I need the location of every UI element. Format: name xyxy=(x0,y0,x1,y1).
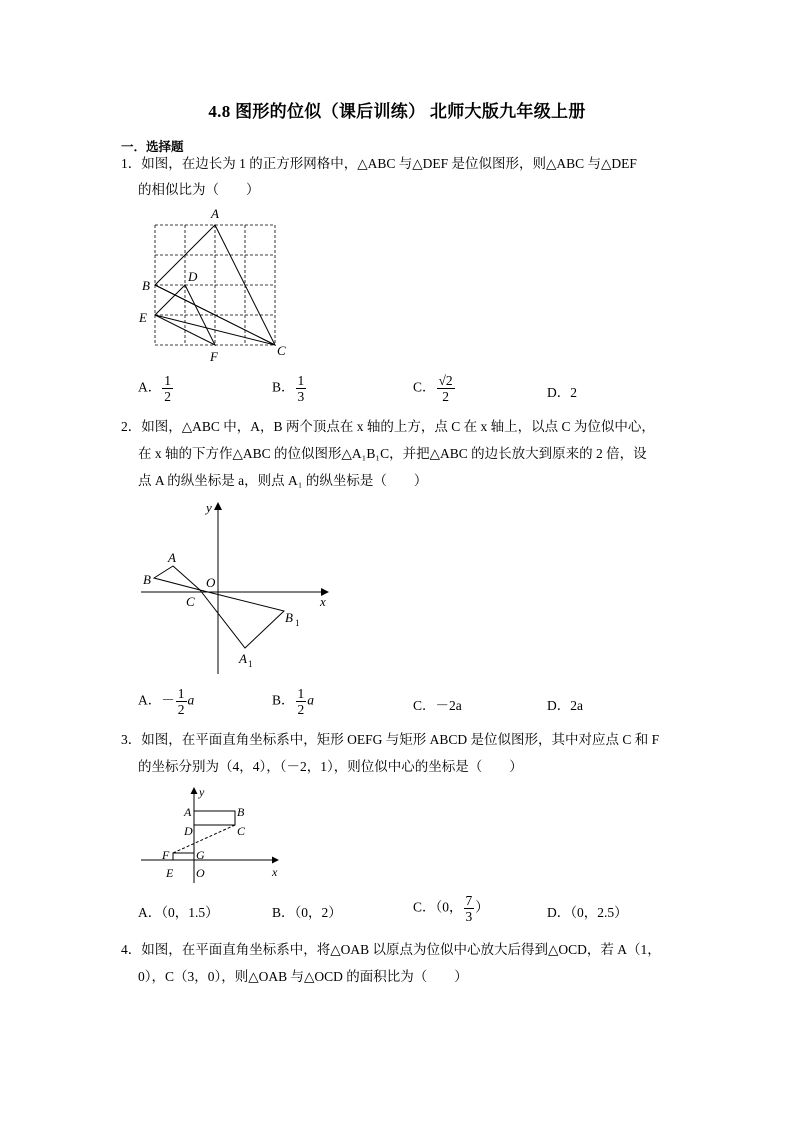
label-c: C xyxy=(186,594,195,609)
label-c: C xyxy=(277,343,286,358)
label-b: B xyxy=(143,572,151,587)
option-c[interactable]: C． $\frac{√2}{2}$ xyxy=(413,373,453,404)
label-x: x xyxy=(320,594,326,609)
question-text-line: 如图，在边长为 1 的正方形网格中，△ABC 与△DEF 是位似图形，则△ABC 与△DEF xyxy=(141,156,637,171)
label-x: x xyxy=(272,865,278,879)
label-y: y xyxy=(206,500,212,515)
question-text-line: 在 x 轴的下方作△ABC 的位似图形△A₁B₁C，并把△ABC 的边长放大到原来的 2 倍，设 xyxy=(138,446,647,461)
label-y: y xyxy=(199,785,205,799)
question-2 xyxy=(121,417,655,437)
label-f: F xyxy=(210,349,218,364)
label-e: E xyxy=(139,310,147,325)
question-number: 1． xyxy=(121,156,142,171)
label-a: A xyxy=(168,550,176,565)
q3-coordinate-figure xyxy=(133,783,293,885)
question-1 xyxy=(121,154,637,174)
fraction: $\frac{1}{3}$ xyxy=(297,373,305,404)
question-text-line: 的坐标分别为（4，4），（－2，1），则位似中心的坐标是（ ） xyxy=(138,759,523,774)
section-heading: 一．选择题 xyxy=(121,140,184,154)
q1-grid-figure xyxy=(133,205,303,367)
option-d[interactable]: D．2a xyxy=(547,698,583,713)
question-3 xyxy=(121,730,659,750)
label-a: A xyxy=(184,805,192,819)
question-number: 4． xyxy=(121,942,142,957)
question-number: 2． xyxy=(121,419,142,434)
option-c[interactable]: C．（0， $\frac{7}{3}$ ） xyxy=(413,893,489,924)
fraction: $\frac{1}{2}$ xyxy=(297,686,305,717)
label-e: E xyxy=(166,866,174,880)
fraction: $\frac{1}{2}$ xyxy=(177,686,185,717)
triangle-a1b1c xyxy=(200,590,284,648)
label-d: D xyxy=(188,269,198,284)
question-text-line: 如图，在平面直角坐标系中，将△OAB 以原点为位似中心放大后得到△OCD，若 A（1， xyxy=(141,942,661,957)
rectangle-abcd xyxy=(194,811,235,825)
rectangle-oefg xyxy=(173,853,194,860)
option-d[interactable]: D．2 xyxy=(547,385,577,400)
label-b: B xyxy=(237,805,245,819)
triangle-abc xyxy=(154,566,200,590)
option-a[interactable]: A．（0，1.5） xyxy=(138,905,219,920)
label-b1: B xyxy=(285,610,293,625)
label-a1: A xyxy=(239,651,247,666)
question-text-line: 0），C（3，0），则△OAB 与△OCD 的面积比为（ ） xyxy=(138,969,468,984)
option-d[interactable]: D．（0，2.5） xyxy=(547,905,628,920)
label-o: O xyxy=(196,866,205,880)
label-b: B xyxy=(142,278,150,293)
label-a: A xyxy=(211,206,219,221)
question-text-line: 点 A 的纵坐标是 a，则点 A₁ 的纵坐标是（ ） xyxy=(138,473,428,488)
question-number: 3． xyxy=(121,732,142,747)
label-o: O xyxy=(206,575,216,590)
label-c: C xyxy=(237,824,246,838)
label-d: D xyxy=(184,824,193,838)
question-text-line: 如图，在平面直角坐标系中，矩形 OEFG 与矩形 ABCD 是位似图形，其中对应点 C 和 F xyxy=(141,732,660,747)
grid-lines xyxy=(155,225,275,345)
label-a1-sub: 1 xyxy=(248,659,253,669)
fraction: $\frac{√2}{2}$ xyxy=(438,373,453,404)
fraction: $\frac{7}{3}$ xyxy=(465,893,473,924)
option-a[interactable]: A． $\frac{1}{2}$ xyxy=(138,373,171,404)
label-b1-sub: 1 xyxy=(295,618,300,628)
fraction: $\frac{1}{2}$ xyxy=(164,373,171,404)
q2-coordinate-figure xyxy=(133,498,343,680)
option-c[interactable]: C．－2a xyxy=(413,698,462,713)
label-f: F xyxy=(162,848,170,862)
option-b[interactable]: B．（0，2） xyxy=(272,905,342,920)
label-g: G xyxy=(196,848,205,862)
question-text-line: 的相似比为（ ） xyxy=(138,182,260,197)
option-a[interactable]: A．－ $\frac{1}{2}$ a xyxy=(138,686,195,717)
question-4 xyxy=(121,940,661,960)
question-text-line: 如图，△ABC 中，A，B 两个顶点在 x 轴的上方，点 C 在 x 轴上，以点 C 为位似中心， xyxy=(141,419,655,434)
option-b[interactable]: B． $\frac{1}{2}$ a xyxy=(272,686,315,717)
page-title: 4.8 图形的位似（课后训练） 北师大版九年级上册 xyxy=(208,102,586,121)
option-b[interactable]: B． $\frac{1}{3}$ xyxy=(272,373,305,404)
